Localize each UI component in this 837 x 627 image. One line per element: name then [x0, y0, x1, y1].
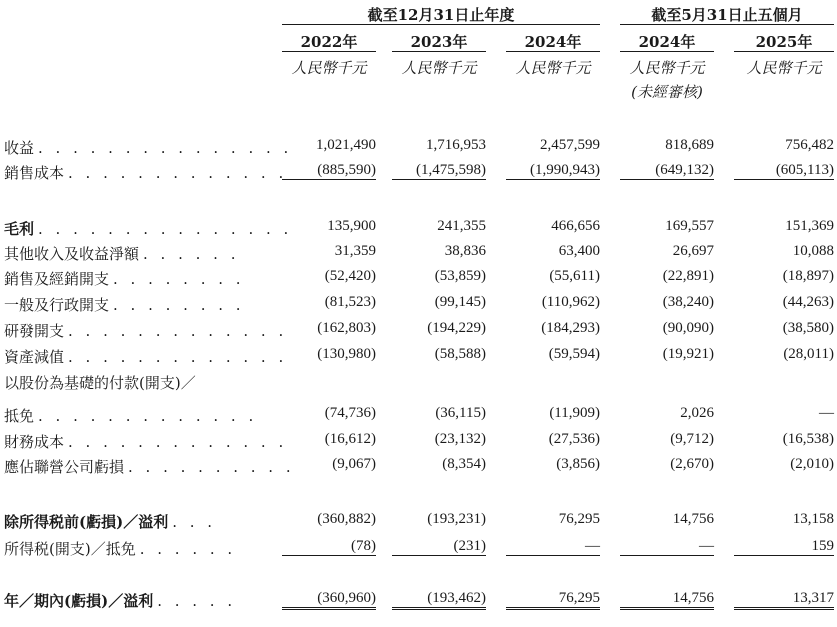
- table-cell: (193,462): [392, 590, 486, 610]
- leader-dots: . . . . . .: [139, 540, 237, 558]
- row-label: [4, 590, 236, 611]
- table-cell: (194,229): [427, 320, 486, 336]
- row-label-text: 一般及行政開支: [4, 296, 110, 314]
- table-cell: 76,295: [506, 590, 600, 610]
- table-cell: (231): [392, 538, 486, 556]
- row-label-text: 研發開支: [4, 322, 65, 340]
- table-cell: (53,859): [434, 268, 486, 284]
- table-cell: (1,990,943): [506, 162, 600, 180]
- table-cell: —: [819, 405, 834, 421]
- table-cell: 466,656: [551, 218, 600, 234]
- table-cell: (360,882): [317, 511, 376, 527]
- table-cell: (110,962): [541, 294, 600, 310]
- table-cell: 169,557: [665, 218, 714, 234]
- year-header-1: 2022年: [300, 33, 358, 51]
- table-cell: (360,960): [282, 590, 376, 610]
- table-cell: 2,026: [680, 405, 714, 421]
- year-header-3: 2024年: [524, 33, 582, 51]
- table-cell: (649,132): [620, 162, 714, 180]
- group-header-fiscal-year: 截至12月31日止年度: [367, 6, 515, 24]
- row-label: [4, 243, 239, 264]
- unit-label-4: 人民幣千元: [629, 59, 705, 77]
- table-cell: 1,021,490: [316, 137, 376, 153]
- table-cell: (9,712): [670, 431, 714, 447]
- row-label-text: 財務成本: [4, 433, 65, 451]
- table-cell: (58,588): [434, 346, 486, 362]
- year-rule-5: [734, 51, 834, 52]
- row-label-text: 收益: [4, 139, 35, 157]
- row-label: [4, 405, 257, 426]
- row-label-text: 年／期內(虧損)／溢利: [4, 592, 154, 610]
- table-cell: (1,475,598): [392, 162, 486, 180]
- group-header-five-months: 截至5月31日止五個月: [651, 6, 803, 24]
- table-cell: 10,088: [792, 243, 834, 259]
- table-cell: (8,354): [442, 456, 486, 472]
- leader-dots: . . . . . .: [143, 245, 240, 263]
- row-label-text: 其他收入及收益淨額: [4, 245, 140, 263]
- table-cell: (44,263): [782, 294, 834, 310]
- row-label: [4, 320, 287, 341]
- table-cell: (2,010): [790, 456, 834, 472]
- leader-dots: . . . . . . . . . . . . .: [68, 348, 288, 366]
- table-cell: (55,611): [549, 268, 600, 284]
- leader-dots: . . . . . . . . . . . . .: [68, 322, 288, 340]
- row-label: [4, 538, 236, 559]
- leader-dots: . . . . . . . . . . . . . . .: [38, 220, 293, 238]
- year-header-2: 2023年: [410, 33, 468, 51]
- table-cell: (9,067): [332, 456, 376, 472]
- leader-dots: . . . . . . . . . . . . .: [68, 433, 288, 451]
- table-cell: 818,689: [665, 137, 714, 153]
- row-label-text: 應佔聯營公司虧損: [4, 458, 125, 476]
- row-label: [4, 511, 216, 532]
- leader-dots: . . . . . . . . . . . . .: [38, 407, 258, 425]
- year-rule-4: [620, 51, 714, 52]
- table-cell: (22,891): [662, 268, 714, 284]
- row-label: [4, 346, 287, 367]
- group-rule-fiscal-year: [282, 24, 600, 25]
- table-cell: (16,538): [782, 431, 834, 447]
- row-label: [4, 218, 292, 239]
- table-cell: (605,113): [734, 162, 834, 180]
- table-cell: 1,716,953: [426, 137, 486, 153]
- row-label: [4, 294, 245, 315]
- row-label: [4, 162, 287, 183]
- leader-dots: . . .: [172, 513, 217, 531]
- table-cell: (130,980): [317, 346, 376, 362]
- year-rule-3: [506, 51, 600, 52]
- table-cell: 14,756: [672, 511, 714, 527]
- table-cell: (38,580): [782, 320, 834, 336]
- table-cell: (184,293): [541, 320, 600, 336]
- row-label: [4, 456, 295, 477]
- table-cell: (162,803): [317, 320, 376, 336]
- row-label-text: 以股份為基礎的付款(開支)／: [4, 374, 196, 392]
- table-cell: (18,897): [782, 268, 834, 284]
- row-label-text: 銷售及經銷開支: [4, 270, 110, 288]
- row-label-text: 銷售成本: [4, 164, 65, 182]
- table-cell: 756,482: [785, 137, 834, 153]
- leader-dots: . . . . . . . . . . . . . . .: [38, 139, 293, 157]
- year-header-5: 2025年: [755, 33, 813, 51]
- row-label: [4, 431, 287, 452]
- year-rule-1: [282, 51, 376, 52]
- table-cell: 159: [734, 538, 834, 556]
- row-label-text: 資產減值: [4, 348, 65, 366]
- table-cell: (16,612): [324, 431, 376, 447]
- row-label-text: 抵免: [4, 407, 35, 425]
- table-cell: 26,697: [672, 243, 714, 259]
- table-cell: —: [506, 538, 600, 556]
- table-cell: 76,295: [558, 511, 600, 527]
- unit-label-2: 人民幣千元: [401, 59, 477, 77]
- leader-dots: . . . . . . . .: [113, 270, 245, 288]
- table-cell: (19,921): [662, 346, 714, 362]
- table-cell: (90,090): [662, 320, 714, 336]
- table-cell: 151,369: [785, 218, 834, 234]
- leader-dots: . . . . . . . .: [113, 296, 245, 314]
- table-cell: (193,231): [427, 511, 486, 527]
- table-cell: (99,145): [434, 294, 486, 310]
- table-cell: (52,420): [324, 268, 376, 284]
- table-cell: (3,856): [556, 456, 600, 472]
- table-cell: (27,536): [548, 431, 600, 447]
- table-cell: (2,670): [670, 456, 714, 472]
- table-cell: 241,355: [437, 218, 486, 234]
- unit-label-5: 人民幣千元: [746, 59, 822, 77]
- table-cell: 2,457,599: [540, 137, 600, 153]
- group-rule-five-months: [620, 24, 834, 25]
- row-label-text: 除所得税前(虧損)／溢利: [4, 513, 169, 531]
- table-cell: 13,158: [792, 511, 834, 527]
- row-label: [4, 137, 292, 158]
- table-cell: (11,909): [549, 405, 600, 421]
- unaudited-note: (未經審核): [631, 83, 703, 101]
- table-cell: (23,132): [434, 431, 486, 447]
- table-cell: (36,115): [435, 405, 486, 421]
- unit-label-1: 人民幣千元: [291, 59, 367, 77]
- table-cell: 14,756: [620, 590, 714, 610]
- table-cell: (81,523): [324, 294, 376, 310]
- row-label: [4, 268, 245, 289]
- table-cell: (28,011): [783, 346, 834, 362]
- year-header-4: 2024年: [638, 33, 696, 51]
- leader-dots: . . . . .: [157, 592, 237, 610]
- leader-dots: . . . . . . . . . .: [128, 458, 295, 476]
- unit-label-3: 人民幣千元: [515, 59, 591, 77]
- table-cell: (78): [282, 538, 376, 556]
- table-cell: 31,359: [334, 243, 376, 259]
- table-cell: (38,240): [662, 294, 714, 310]
- row-label-text: 所得税(開支)／抵免: [4, 540, 136, 558]
- table-cell: (885,590): [282, 162, 376, 180]
- row-label: [4, 372, 196, 393]
- row-label-text: 毛利: [4, 220, 35, 238]
- table-cell: (59,594): [548, 346, 600, 362]
- year-rule-2: [392, 51, 486, 52]
- table-cell: 63,400: [558, 243, 600, 259]
- table-cell: 13,317: [734, 590, 834, 610]
- table-cell: 38,836: [444, 243, 486, 259]
- table-cell: (74,736): [324, 405, 376, 421]
- leader-dots: . . . . . . . . . . . . .: [68, 164, 288, 182]
- table-cell: —: [620, 538, 714, 556]
- table-cell: 135,900: [327, 218, 376, 234]
